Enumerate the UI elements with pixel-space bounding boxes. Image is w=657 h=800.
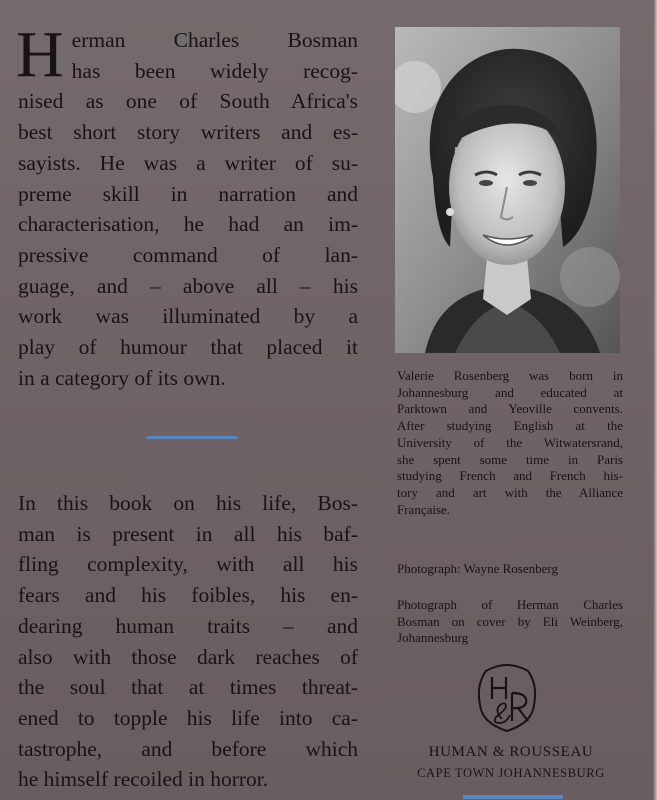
text-line: play of humour that placed it bbox=[18, 335, 358, 360]
bosman-intro-paragraph bbox=[16, 18, 358, 393]
author-portrait-photo bbox=[395, 27, 620, 353]
author-bio bbox=[397, 368, 623, 518]
text-line: Bosman on cover by Eli Weinberg, bbox=[397, 613, 623, 629]
text-line: University of the Witwatersrand, bbox=[397, 434, 623, 450]
text-line: sayists. He was a writer of su- bbox=[18, 150, 358, 175]
text-line: Française. bbox=[397, 501, 451, 517]
blue-edge-mark bbox=[463, 795, 563, 799]
text-line: Photograph of Herman Charles bbox=[397, 597, 623, 612]
text-line: tory and art with the Alliance bbox=[397, 484, 623, 500]
text-line: work was illuminated by a bbox=[18, 304, 358, 329]
page-edge bbox=[653, 0, 657, 800]
text-line: Parktown and Yeoville convents. bbox=[397, 401, 623, 417]
publisher-logo bbox=[472, 661, 542, 735]
text-line: in a category of its own. bbox=[18, 365, 226, 390]
text-line: has been widely recog- bbox=[71, 58, 358, 83]
text-line: the soul that at times threat- bbox=[18, 675, 358, 700]
text-line: nised as one of South Africa's bbox=[18, 89, 358, 114]
text-line: tastrophe, and before which bbox=[18, 736, 358, 761]
text-line: studying French and French his- bbox=[397, 468, 623, 484]
blue-divider-rule bbox=[147, 436, 237, 439]
photo-credit bbox=[397, 561, 623, 578]
publisher-cities: CAPE TOWN JOHANNESBURG bbox=[417, 766, 605, 780]
publisher-name: HUMAN & ROUSSEAU bbox=[428, 744, 594, 760]
text-line: preme skill in narration and bbox=[18, 181, 358, 206]
text-line: dearing human traits – and bbox=[18, 613, 358, 638]
hr-monogram-icon bbox=[472, 661, 542, 735]
text-line: After studying English at the bbox=[397, 418, 623, 434]
text-line: In this book on his life, Bos- bbox=[18, 491, 358, 515]
text-line: fling complexity, with all his bbox=[18, 552, 358, 577]
text-line: Johannesburg bbox=[397, 630, 469, 646]
drop-cap-letter: H bbox=[16, 18, 64, 91]
cover-photo-credit bbox=[397, 597, 623, 647]
text-line: fears and his foibles, his en- bbox=[18, 583, 358, 608]
book-description-paragraph bbox=[18, 488, 358, 795]
text-line: guage, and – above all – his bbox=[18, 273, 358, 298]
text-line: characterisation, he had an im- bbox=[18, 212, 358, 237]
text-line: Photograph: Wayne Rosenberg bbox=[397, 561, 558, 576]
text-line: erman Charles Bosman bbox=[71, 28, 358, 52]
text-line: also with those dark reaches of bbox=[18, 644, 358, 669]
text-line: man is present in all his baf- bbox=[18, 521, 358, 546]
text-line: Johannesburg and educated at bbox=[397, 384, 623, 400]
text-line: best short story writers and es- bbox=[18, 120, 358, 145]
text-line: he himself recoiled in horror. bbox=[18, 767, 269, 792]
text-line: ened to topple his life into ca- bbox=[18, 705, 358, 730]
text-line: pressive command of lan- bbox=[18, 242, 358, 267]
text-line: Valerie Rosenberg was born in bbox=[397, 368, 623, 383]
portrait-illustration bbox=[395, 27, 620, 353]
text-line: she spent some time in Paris bbox=[397, 451, 623, 467]
